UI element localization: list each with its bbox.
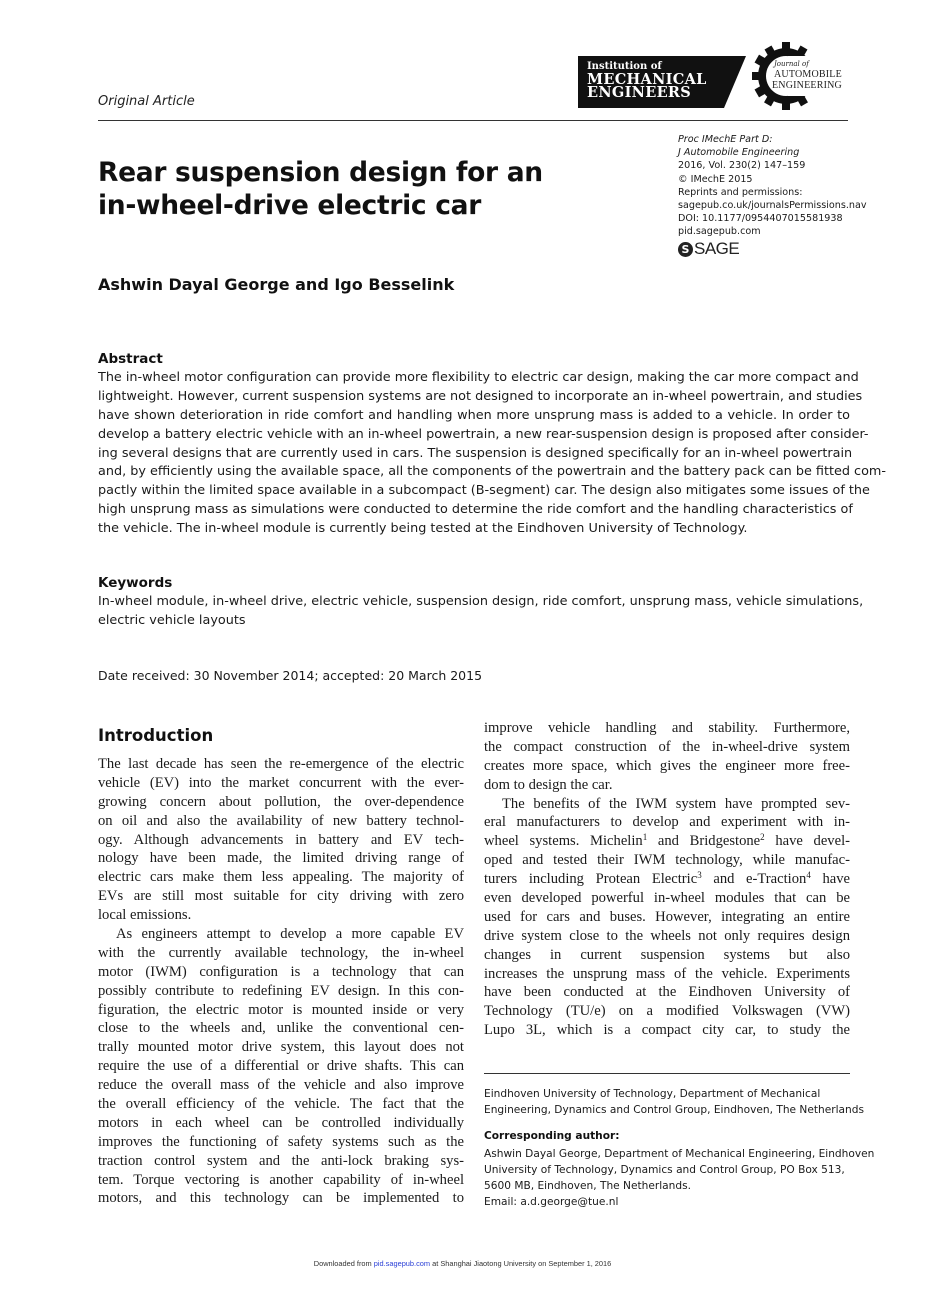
body-line: Technology (TU/e) on a modified Volkswagen (VW)	[484, 1003, 850, 1020]
abstract-line: develop a battery electric vehicle with an in-wheel powertrain, a new rear-suspension design is proposed after consider-	[98, 426, 869, 442]
download-notice: Downloaded from pid.sagepub.com at Shanghai Jiaotong University on September 1, 2016	[313, 1259, 612, 1268]
meta-reprints: Reprints and permissions:	[678, 186, 803, 198]
imeche-logo	[578, 56, 746, 108]
footnote-divider	[484, 1073, 850, 1074]
introduction-heading: Introduction	[98, 726, 214, 745]
affiliation-footnote: Eindhoven University of Technology, Department of Mechanical Engineering, Dynamics and Control Group, Eindhoven, The Netherlands	[484, 1088, 865, 1116]
body-line: creates more space, which gives the engineer more free-	[484, 757, 850, 774]
reference-3-link[interactable]: 3	[697, 870, 702, 881]
body-line: As engineers attempt to develop a more capable EV	[116, 926, 464, 943]
reference-1-link[interactable]: 1	[642, 832, 648, 843]
body-line: wheel systems. Michelin$^1$ and Bridgestone$^2$ have devel-	[484, 832, 850, 850]
keywords-heading: Keywords	[98, 575, 173, 591]
received-dates: Date received: 30 November 2014; accepted: 20 March 2015	[98, 668, 483, 683]
body-line: increases the unsprung mass of the vehicle. Experiments	[484, 965, 850, 982]
meta-journal-line2: J Automobile Engineering	[678, 147, 800, 159]
article-title	[98, 156, 543, 222]
corresponding-author-details: Ashwin Dayal George, Department of Mechanical Engineering, Eindhoven University of Technology, Dynamics and Control Group, PO Box 513, 5600 MB, Eindhoven, The Netherlands. Email: a.d.george@tue.nl	[484, 1148, 875, 1208]
body-line: with the currently available technology, the in-wheel	[98, 944, 464, 961]
body-line: close to the wheels and, unlike the conventional cen-	[98, 1020, 464, 1037]
body-line: Lupo 3L, which is a compact city car, to study the	[484, 1022, 850, 1039]
body-line: ogy. Although advancements in battery and EV tech-	[98, 831, 464, 848]
meta-site-link[interactable]: pid.sagepub.com	[678, 226, 761, 238]
body-line: growing concern about pollution, the over-dependence	[98, 793, 464, 810]
body-line: traction control system and the anti-lock braking sys-	[98, 1152, 464, 1169]
journal-logo	[752, 42, 852, 110]
body-line: EVs are still most suitable for city driving with zero	[98, 888, 464, 905]
body-line: have been conducted at the Eindhoven University of	[484, 984, 850, 1001]
body-line: used for cars and buses. However, integrating an entire	[484, 908, 850, 925]
body-line: motors, and this technology can be implemented to	[98, 1190, 464, 1207]
body-line: trally mounted motor drive system, this layout does not	[98, 1039, 464, 1056]
abstract-body	[98, 369, 887, 539]
body-line: dom to design the car.	[484, 776, 613, 793]
body-line: reduce the overall mass of the vehicle and also improve	[98, 1077, 464, 1094]
meta-copyright: © IMechE 2015	[678, 173, 753, 185]
body-line: oped and tested their IWM technology, while manufac-	[484, 852, 850, 869]
journal-logo-line3: ENGINEERING	[772, 80, 842, 91]
body-line: nology have been made, the limited driving range of	[98, 850, 464, 867]
body-line: improves the functioning of safety systems such as the	[98, 1133, 464, 1150]
body-line: motors in each wheel can be controlled individually	[98, 1114, 464, 1131]
keywords-line: In-wheel module, in-wheel drive, electric vehicle, suspension design, ride comfort, unsprung mass, vehicle simulations,	[98, 594, 864, 609]
body-line: The last decade has seen the re-emergence of the electric	[98, 756, 464, 772]
meta-doi[interactable]: DOI: 10.1177/0954407015581938	[678, 213, 843, 225]
body-line: changes in current suspension systems but also	[484, 946, 850, 963]
keywords-body	[98, 593, 864, 631]
body-line: motor (IWM) configuration is a technology that can	[98, 963, 464, 980]
body-line: the overall efficiency of the vehicle. The fact that the	[98, 1096, 464, 1113]
intro-right-column	[484, 719, 850, 1040]
body-line: The benefits of the IWM system have prompted sev-	[502, 795, 850, 812]
meta-volume: 2016, Vol. 230(2) 147–159	[678, 160, 806, 172]
journal-logo-line1: Journal of	[774, 60, 809, 68]
abstract-line: lightweight. However, current suspension systems are not designed to incorporate an in-wheel powertrain, and studies	[98, 388, 863, 404]
body-line: on oil and also the availability of new battery technol-	[98, 812, 464, 829]
header-divider	[98, 120, 848, 121]
intro-left-column	[98, 755, 464, 1208]
sage-s-icon: S	[678, 242, 693, 257]
article-title-line2: in-wheel-drive electric car	[98, 190, 481, 221]
imeche-logo-line3: ENGINEERS	[587, 84, 692, 101]
body-line: even developed powerful in-wheel modules that can be	[484, 890, 850, 907]
abstract-line: The in-wheel motor configuration can provide more flexibility to electric car design, making the car more compact and	[98, 370, 859, 385]
body-line: improve vehicle handling and stability. Furthermore,	[484, 720, 850, 736]
abstract-line: pactly within the limited space available in a subcompact (B-segment) car. The design also mitigates some issues of the	[98, 483, 870, 499]
body-line: tem. Torque vectoring is another capability of in-wheel	[98, 1171, 464, 1188]
body-line: the compact construction of the in-wheel-drive system	[484, 738, 850, 755]
authors: Ashwin Dayal George and Igo Besselink	[98, 275, 455, 294]
body-line: figuration, the electric motor is mounted inside or very	[98, 1001, 464, 1018]
body-line: local emissions.	[98, 907, 192, 924]
body-line: electric cars make them less appealing. The majority of	[98, 869, 464, 886]
body-line: eral manufacturers to develop and experiment with in-	[484, 814, 850, 831]
corresponding-author-heading: Corresponding author:	[484, 1130, 620, 1142]
body-line: require the use of a differential or drive shafts. This can	[98, 1058, 464, 1075]
sage-wordmark: SAGE	[694, 239, 740, 258]
abstract-heading: Abstract	[98, 351, 163, 367]
abstract-line: ing several designs that are currently used in cars. The suspension is designed specifically for an in-wheel powertrain	[98, 445, 853, 461]
journal-meta	[678, 133, 867, 239]
corresponding-email[interactable]: Email: a.d.george@tue.nl	[484, 1196, 619, 1208]
sage-logo	[678, 239, 739, 259]
reference-2-link[interactable]: 2	[760, 832, 765, 843]
abstract-line: and, by efficiently using the available space, all the components of the powertrain and the battery pack can be fitted com-	[98, 464, 887, 480]
article-title-line1: Rear suspension design for an	[98, 157, 543, 188]
abstract-line: high unsprung mass as simulations were conducted to determine the ride comfort and the handling characteristics of	[98, 502, 853, 518]
imeche-logo-line1: Institution of	[587, 61, 662, 72]
download-source-link[interactable]: pid.sagepub.com	[373, 1259, 431, 1268]
body-line: drive system close to the wheels not only requires design	[484, 927, 850, 944]
journal-logo-line2: AUTOMOBILE	[774, 69, 842, 80]
meta-journal-line1: Proc IMechE Part D:	[678, 134, 773, 145]
body-line: turers including Protean Electric$^3$ and e-Traction$^4$ have	[484, 870, 851, 888]
body-line: vehicle (EV) into the market concurrent with the ever-	[98, 774, 464, 791]
body-line: possibly contribute to redefining EV design. In this con-	[98, 982, 464, 999]
abstract-line: have shown deterioration in ride comfort and handling when more unsprung mass is added to a vehicle. In order to	[98, 407, 850, 423]
article-type-label: Original Article	[98, 94, 195, 109]
imeche-logo-line2: MECHANICAL	[587, 71, 707, 88]
abstract-line: the vehicle. The in-wheel module is currently being tested at the Eindhoven University of Technology.	[98, 521, 748, 537]
reference-4-link[interactable]: 4	[806, 870, 811, 881]
meta-reprints-link[interactable]: sagepub.co.uk/journalsPermissions.nav	[678, 200, 867, 212]
keywords-line: electric vehicle layouts	[98, 612, 246, 628]
